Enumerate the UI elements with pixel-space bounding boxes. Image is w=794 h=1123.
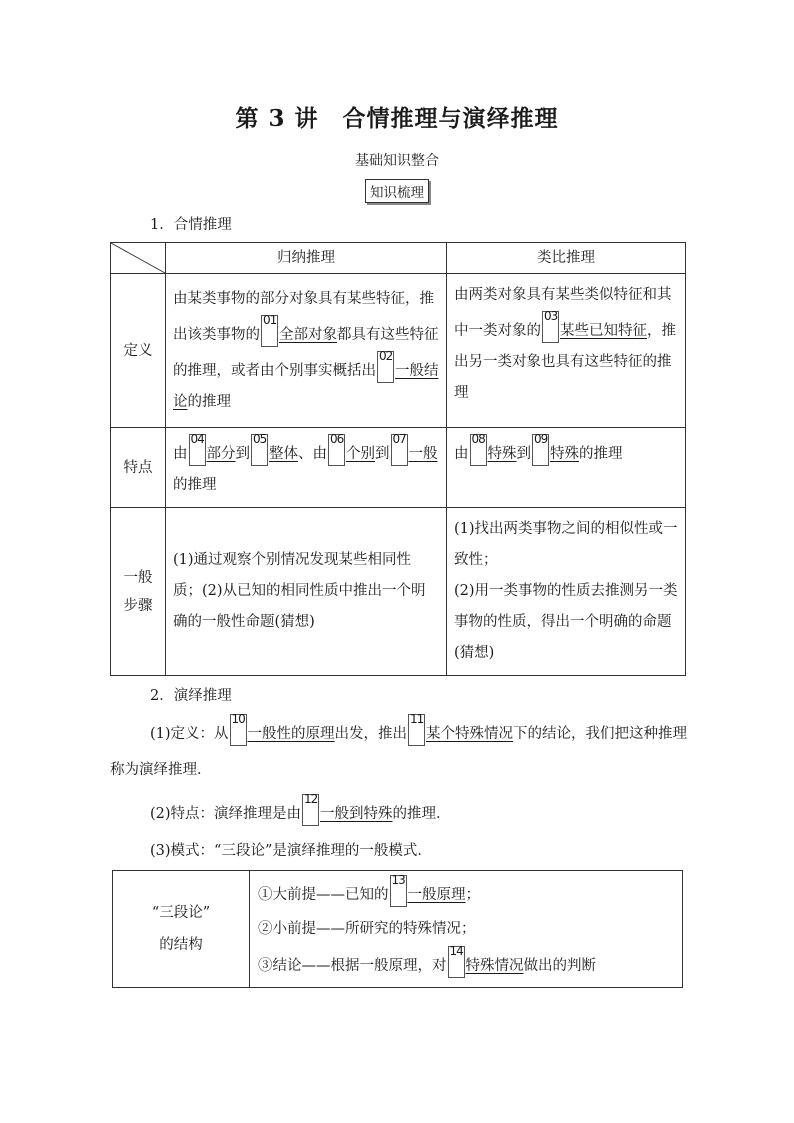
- blank-number-box: 05: [251, 434, 268, 466]
- blank-number-box: 08: [470, 434, 487, 466]
- row-label-line: 一般: [123, 569, 153, 586]
- text: 由某类事物的部分对象具有某些特征，推出该类事物的: [173, 290, 434, 343]
- text: ；: [465, 887, 480, 903]
- answer-text: 一般: [408, 446, 438, 462]
- row-label-feature: 特点: [111, 428, 166, 508]
- answer-text: 特殊情况: [465, 958, 524, 974]
- text: 到: [516, 446, 531, 462]
- label-line: 的结构: [159, 937, 203, 953]
- deduction-feature: [110, 794, 690, 832]
- answer-text: 个别: [346, 446, 375, 462]
- column-header-analogy: 类比推理: [447, 243, 686, 274]
- analogy-step-2: (2)用一类事物的性质去推测另一类事物的性质，得出一个明确的命题(猜想): [454, 583, 678, 661]
- page-title: 第 3 讲 合情推理与演绎推理: [235, 105, 559, 132]
- minor-premise: ②小前提——所研究的特殊情况；: [258, 921, 476, 937]
- row-label-line: 步骤: [123, 597, 153, 614]
- answer-text: 一般原理: [407, 887, 466, 903]
- analogy-feature: [447, 428, 686, 508]
- blank-number-box: 02: [377, 351, 394, 383]
- knowledge-badge: 知识梳理: [365, 179, 429, 203]
- diagonal-line: [111, 243, 165, 273]
- blank-number-box: 06: [328, 434, 345, 466]
- answer-text: 某些已知特征: [560, 323, 647, 339]
- text: 的推理: [579, 446, 623, 462]
- text: 到: [235, 446, 250, 462]
- answer-text: 特殊: [550, 446, 579, 462]
- blank-number-box: 07: [391, 434, 408, 466]
- text: (2)特点：演绎推理是由: [150, 806, 302, 822]
- analogy-step-1: (1)找出两类事物之间的相似性或一致性；: [454, 521, 678, 568]
- conclusion: [258, 946, 674, 983]
- induction-steps: (1)通过观察个别情况发现某些相同性质；(2)从已知的相同性质中推出一个明确的一般性命题(猜想): [166, 508, 447, 676]
- blank-number-box: 03: [542, 311, 559, 343]
- text: ③结论——根据一般原理，对: [258, 958, 447, 974]
- text: 到: [375, 446, 390, 462]
- text: 由两类对象具有某些类似特征和其中一类对象的: [454, 287, 672, 339]
- section2-heading: 2．演绎推理: [150, 688, 232, 704]
- text: (1)定义：从: [150, 726, 229, 742]
- text: 由: [454, 446, 469, 462]
- row-label-steps: [111, 508, 166, 676]
- text: (3)模式：“三段论”是演绎推理的一般模式．: [150, 843, 432, 859]
- plausible-reasoning-table: [110, 242, 686, 676]
- diagonal-cell: [111, 243, 166, 274]
- syllogism-table: [112, 870, 683, 988]
- badge-container: [0, 179, 794, 203]
- induction-definition: [166, 274, 447, 428]
- table-row-feature: [111, 428, 686, 508]
- blank-number-box: 12: [302, 794, 319, 826]
- answer-text: 一般结论: [173, 362, 439, 410]
- answer-text: 部分: [206, 446, 236, 462]
- text: ，推出另一类对象也具有这些特征的推理: [454, 323, 676, 401]
- analogy-definition: [447, 274, 686, 428]
- label-line: “三段论”: [151, 905, 211, 921]
- table-row-definition: [111, 274, 686, 428]
- answer-text: 一般到特殊: [320, 806, 393, 822]
- blank-number-box: 13: [390, 875, 407, 907]
- section-subtitle: 基础知识整合: [355, 153, 439, 169]
- text: 下的结论，我们把这种推理称为演绎推理．: [110, 726, 688, 778]
- text: 的推理: [173, 477, 217, 493]
- text: 做出的判断: [523, 958, 596, 974]
- answer-text: 某个特殊情况: [426, 726, 514, 742]
- blank-number-box: 04: [189, 434, 206, 466]
- text: 出发，推出: [334, 726, 408, 742]
- blank-number-box: 14: [448, 946, 465, 978]
- answer-text: 特殊: [487, 446, 517, 462]
- answer-text: 全部对象: [279, 326, 337, 343]
- blank-number-box: 01: [261, 315, 278, 347]
- analogy-steps: [447, 508, 686, 676]
- answer-text: 一般性的原理: [247, 726, 335, 742]
- deduction-definition: [110, 714, 690, 788]
- text: 由: [173, 446, 188, 462]
- major-premise: [258, 875, 674, 912]
- syllogism-label: [113, 871, 250, 988]
- text: ①大前提——已知的: [258, 887, 389, 903]
- row-label-definition: 定义: [111, 274, 166, 428]
- syllogism-content: [250, 871, 683, 988]
- answer-text: 整体: [269, 446, 298, 462]
- table-row-steps: [111, 508, 686, 676]
- text: 、由: [298, 446, 327, 462]
- section1-heading: 1．合情推理: [150, 217, 232, 233]
- blank-number-box: 11: [408, 714, 425, 746]
- deduction-mode: [110, 833, 690, 869]
- text: 的推理．: [392, 806, 451, 822]
- text: 都具有这些特征的推理，或者由个别事实概括出: [173, 326, 439, 379]
- induction-feature: [166, 428, 447, 508]
- table-row: [113, 871, 683, 988]
- column-header-induction: 归纳推理: [166, 243, 447, 274]
- table-header-row: [111, 243, 686, 274]
- blank-number-box: 10: [230, 714, 247, 746]
- blank-number-box: 09: [532, 434, 549, 466]
- text: 的推理: [187, 393, 231, 410]
